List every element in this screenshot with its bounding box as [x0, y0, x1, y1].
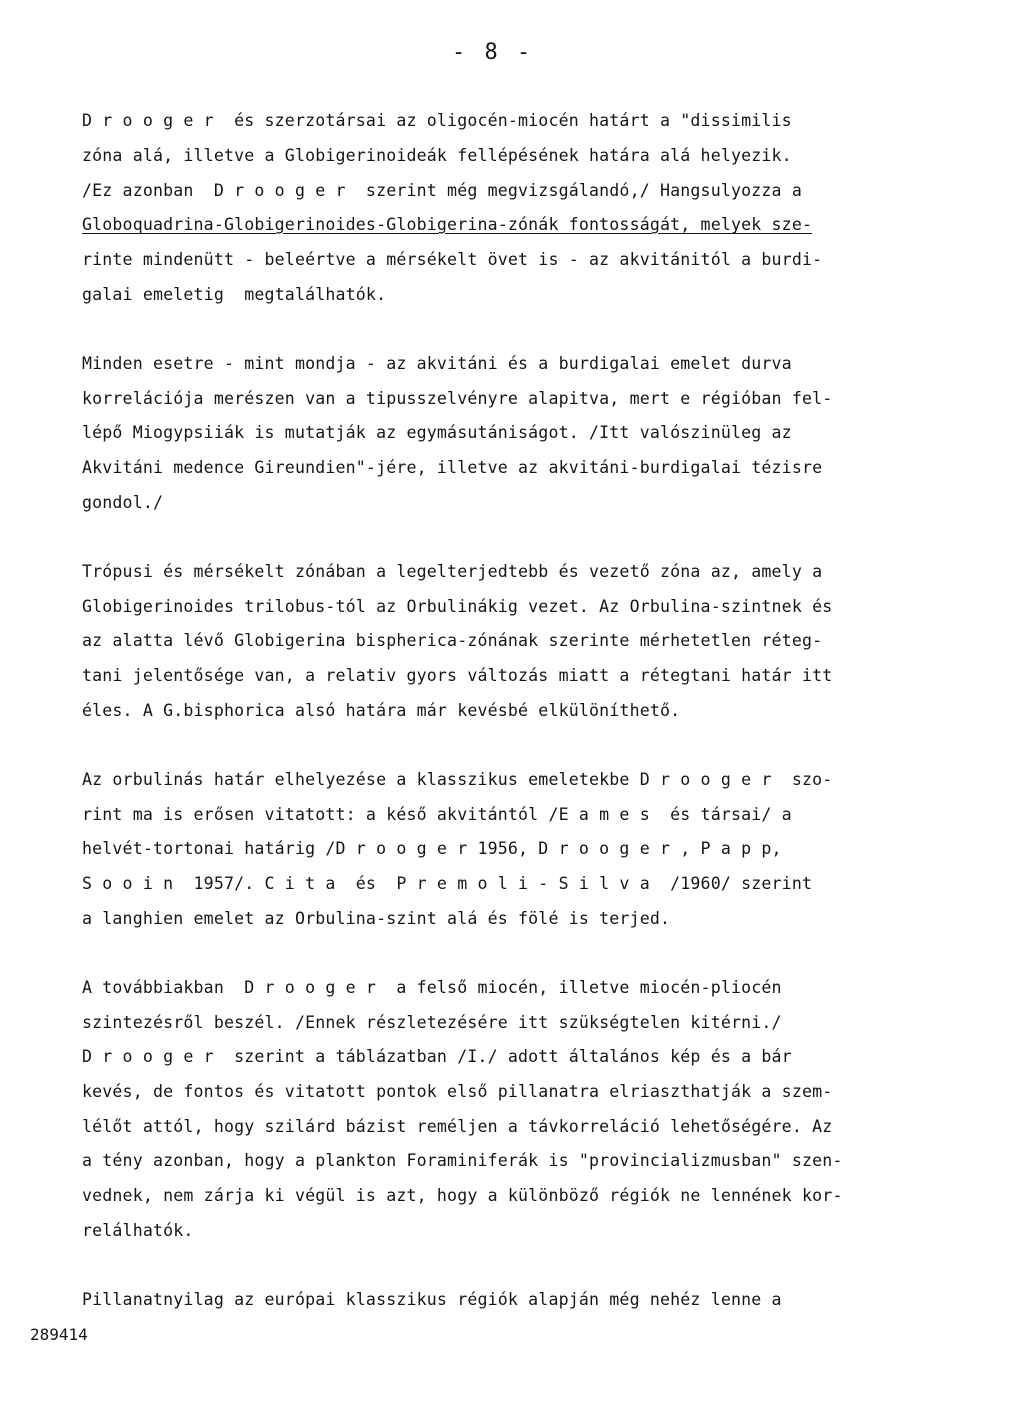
paragraph-2-line-5: gondol./	[82, 493, 164, 512]
paragraph-6-line-1: Pillanatnyilag az európai klasszikus régiók alapján még nehéz lenne a	[82, 1290, 782, 1309]
paragraph-5-line-2: szintezésről beszél. /Ennek részletezésére itt szükségtelen kitérni./	[82, 1013, 782, 1032]
paragraph-4-line-4: S o o i n 1957/. C i t a és P r e m o l i - S i l v a /1960/ szerint	[82, 874, 813, 893]
paragraph-4-line-3: helvét-tortonai határig /D r o o g e r 1956, D r o o g e r , P a p p,	[82, 839, 782, 858]
paragraph-1-line-1: D r o o g e r és szerzotársai az oligocén-miocén határt a "dissimilis	[82, 111, 792, 130]
paragraph-4-line-5: a langhien emelet az Orbulina-szint alá és fölé is terjed.	[82, 909, 671, 928]
paragraph-3-line-4: tani jelentősége van, a relativ gyors változás miatt a rétegtani határ itt	[82, 666, 833, 685]
paragraph-1-line-6: galai emeletig megtalálhatók.	[82, 285, 387, 304]
paragraph-5-line-1: A továbbiakban D r o o g e r a felső miocén, illetve miocén-pliocén	[82, 978, 782, 997]
paragraph-5-line-4: kevés, de fontos és vitatott pontok első pillanatra elriaszthatják a szem-	[82, 1082, 833, 1101]
paragraph-2-line-3: lépő Miogypsiiák is mutatják az egymásutániságot. /Itt valószinüleg az	[82, 423, 792, 442]
paragraph-2-line-1: Minden esetre - mint mondja - az akvitáni és a burdigalai emelet durva	[82, 354, 792, 373]
page-number: - 8 -	[452, 40, 534, 65]
paragraph-3-line-2: Globigerinoides trilobus-tól az Orbulinákig vezet. Az Orbulina-szintnek és	[82, 597, 833, 616]
paragraph-1-line-4: Globoquadrina-Globigerinoides-Globigerina-zónák fontosságát, melyek sze-	[82, 215, 813, 234]
paragraph-3-line-3: az alatta lévő Globigerina bisphericа-zónának szerinte mérhetetlen réteg-	[82, 631, 823, 650]
paragraph-3-line-5: éles. A G.bisphorica alsó határa már kevésbé elkülöníthető.	[82, 701, 681, 720]
paragraph-4-line-1: Az orbulinás határ elhelyezése a klasszikus emeletekbe D r o o g e r szo-	[82, 770, 833, 789]
paragraph-3-line-1: Trópusi és mérsékelt zónában a legelterjedtebb és vezető zóna az, amely a	[82, 562, 823, 581]
footer-archive-code: 289414	[30, 1325, 88, 1344]
paragraph-1-line-3: /Ez azonban D r o o g e r szerint még megvizsgálandó,/ Hangsulyozza a	[82, 181, 802, 200]
paragraph-5-line-3: D r o o g e r szerint a táblázatban /I./ adott általános kép és a bár	[82, 1047, 792, 1066]
paragraph-1-line-2: zóna alá, illetve a Globigerinoideák fellépésének határa alá helyezik.	[82, 146, 792, 165]
paragraph-2-line-4: Akvitáni medence Gireundien"-jére, illetve az akvitáni-burdigalai tézisre	[82, 458, 823, 477]
paragraph-1-line-5: rinte mindenütt - beleértve a mérsékelt övet is - az akvitánitól a burdi-	[82, 250, 823, 269]
paragraph-2-line-2: korrelációja merészen van a tipusszelvényre alapitva, mert e régióban fel-	[82, 389, 833, 408]
paragraph-5-line-5: lélőt attól, hogy szilárd bázist reméljen a távkorreláció lehetőségére. Az	[82, 1117, 833, 1136]
paragraph-4-line-2: rint ma is erősen vitatott: a késő akvitántól /E a m e s és társai/ a	[82, 805, 792, 824]
paragraph-5-line-6: a tény azonban, hogy a plankton Foraminiferák is "provincializmusban" szen-	[82, 1151, 843, 1170]
paragraph-5-line-8: relálhatók.	[82, 1221, 194, 1240]
paragraph-5-line-7: vednek, nem zárja ki végül is azt, hogy a különböző régiók ne lennének kor-	[82, 1186, 843, 1205]
